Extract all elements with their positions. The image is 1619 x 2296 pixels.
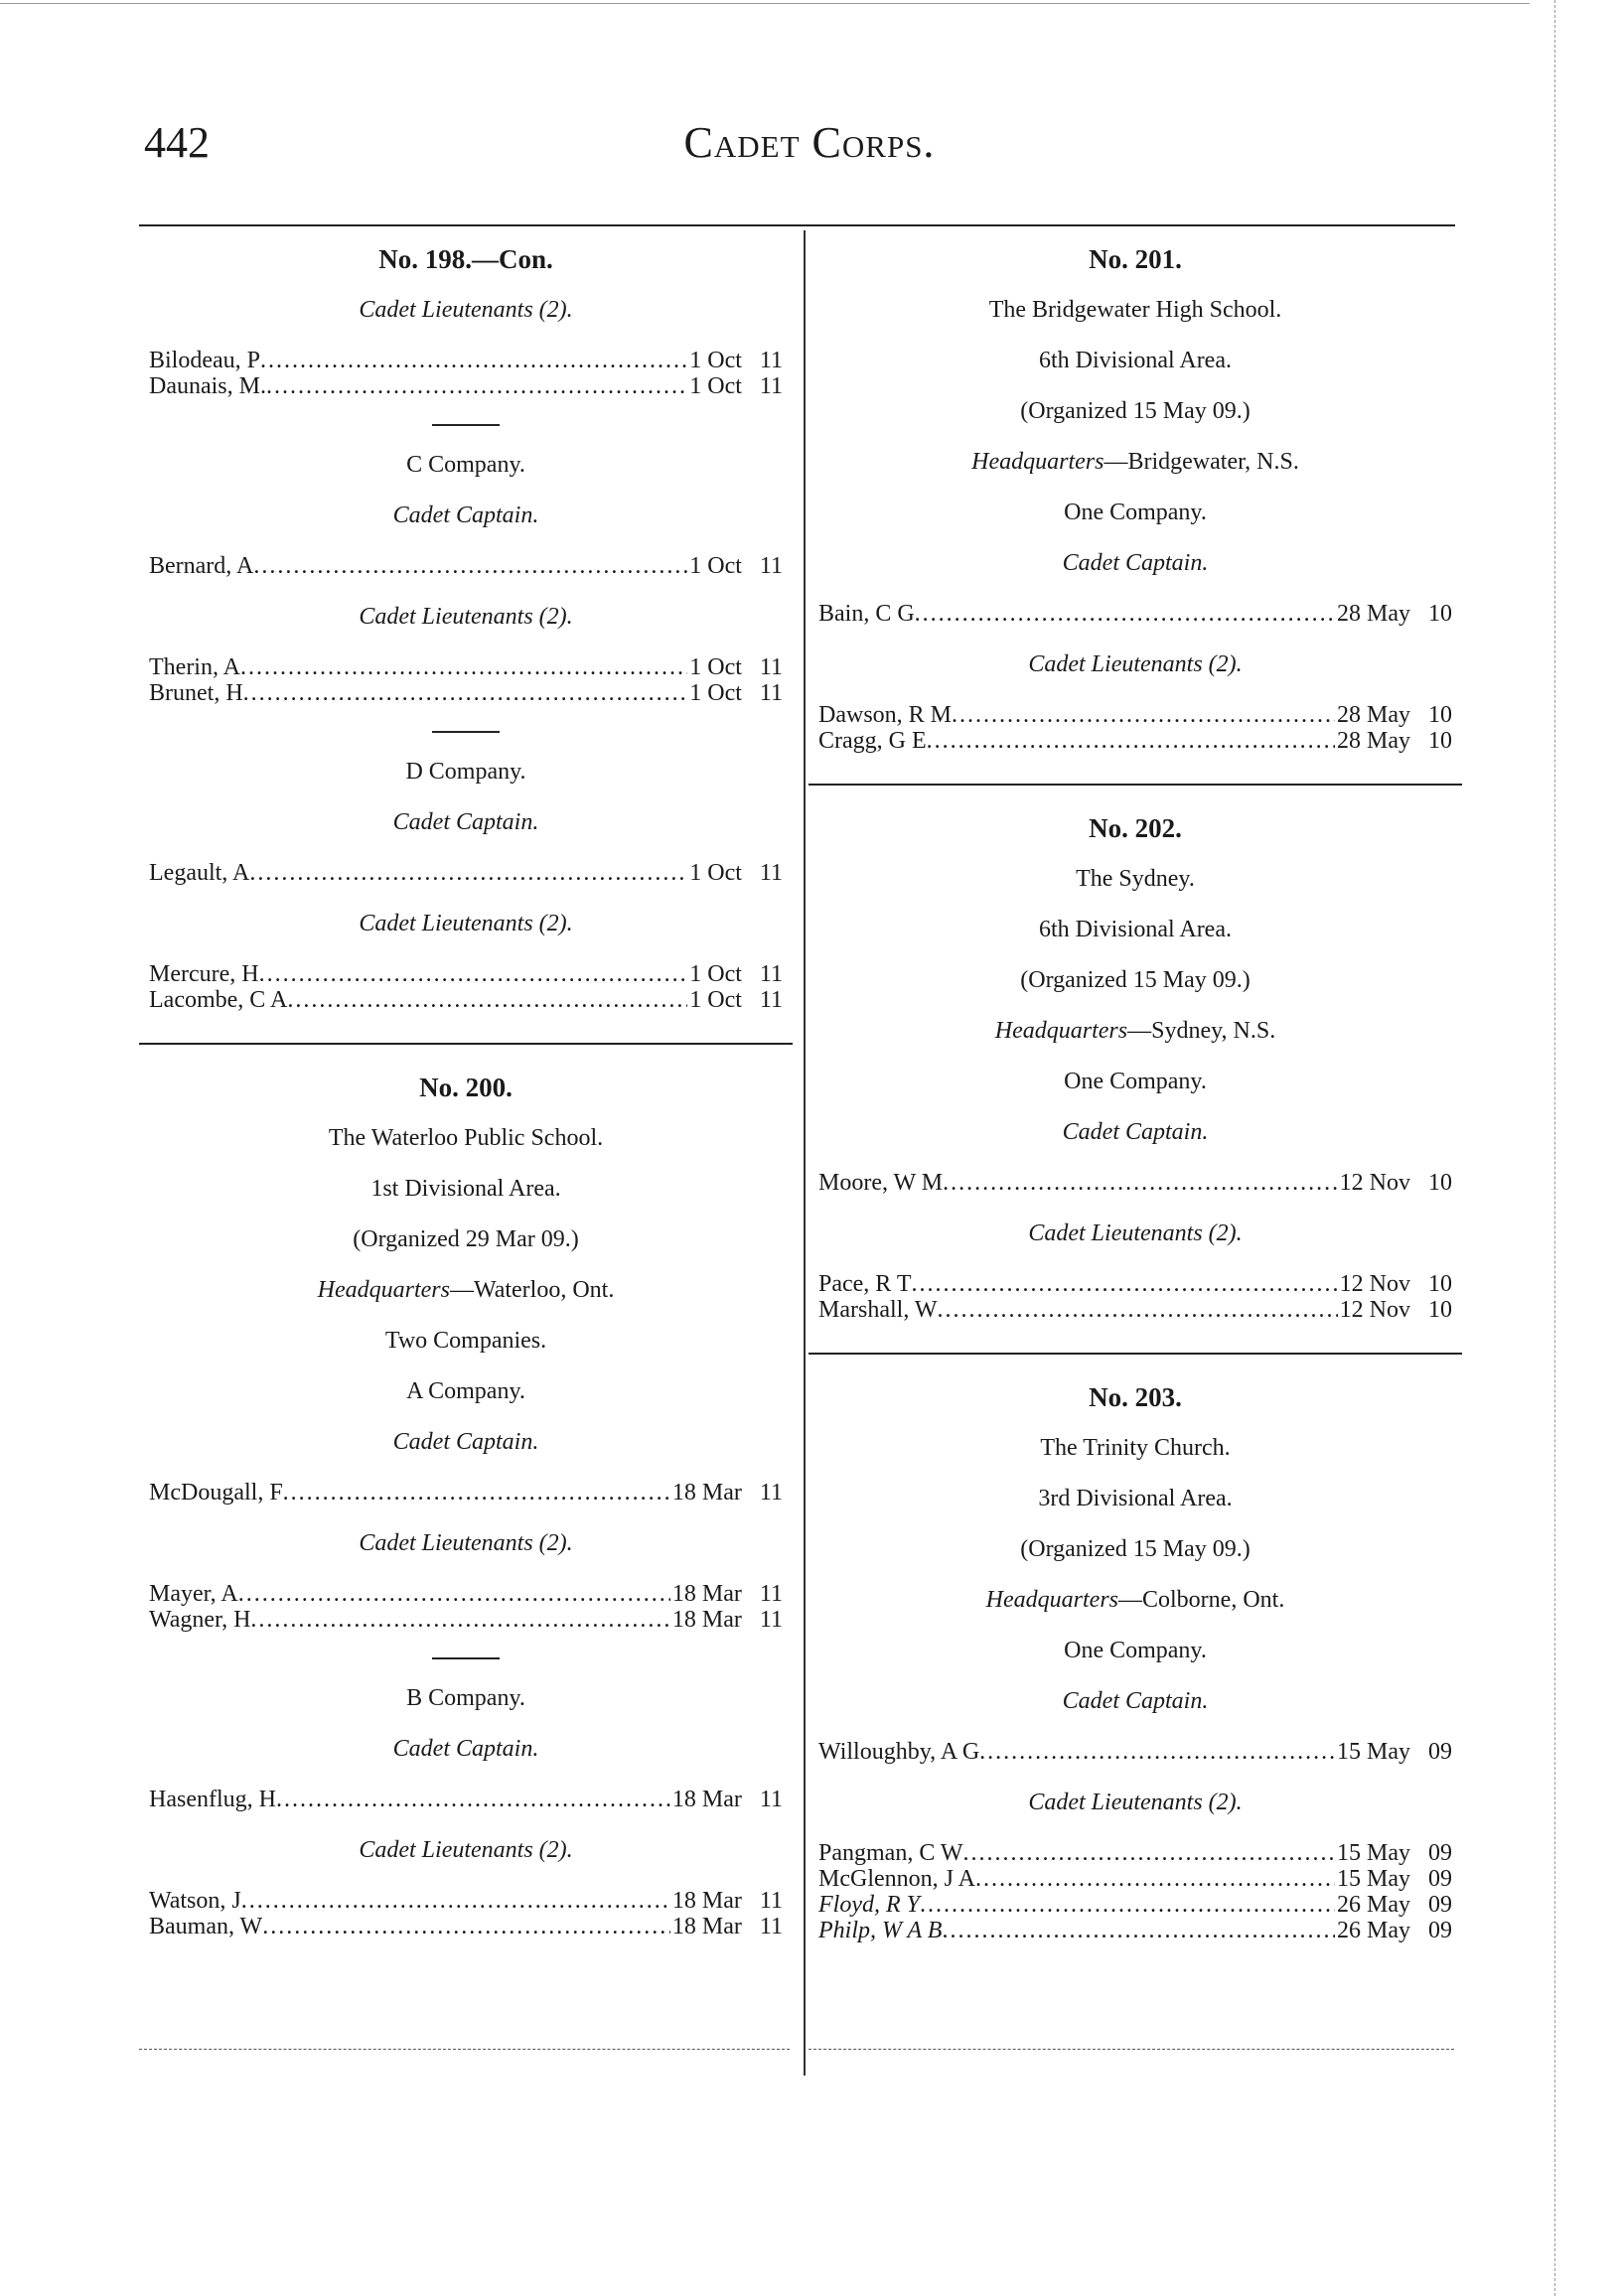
lieutenant-list [818,1840,1452,1943]
header-rule [139,224,1455,226]
officer-name: Cragg, G E [818,728,927,754]
organized-date: (Organized 15 May 09.) [1020,398,1251,424]
appointment-year: 11 [759,1607,783,1633]
lieutenant-list [818,702,1452,754]
leader-dots [243,680,688,706]
leader-dots [238,1581,670,1607]
appointment-date: 28 May [1337,728,1410,754]
appointment-date: 1 Oct [689,961,742,987]
officer-name: Willoughby, A G [818,1739,980,1765]
appointment-year: 11 [759,987,783,1013]
headquarters-label: Headquarters [971,449,1104,475]
appointment-year: 11 [759,553,783,579]
appointment-year: 11 [759,1480,783,1506]
short-divider [432,731,500,733]
roster-entry [818,601,1452,627]
appointment-date: 1 Oct [689,553,742,579]
appointment-year: 11 [759,860,783,886]
leader-dots [952,702,1335,728]
company-label: B Company. [406,1685,525,1711]
headquarters-label: Headquarters [994,1018,1128,1044]
roster-entry [149,1581,783,1607]
appointment-year: 11 [759,1914,783,1939]
leader-dots [262,1914,670,1939]
page-number: 442 [144,118,210,167]
organized-date: (Organized 15 May 09.) [1020,1536,1251,1562]
appointment-date: 18 Mar [671,1480,742,1506]
appointment-year: 11 [759,1581,783,1607]
headquarters [818,1587,1452,1613]
headquarters [818,449,1452,475]
appointment-date: 28 May [1337,601,1410,627]
roster-entry [149,987,783,1013]
company-count: One Company. [1064,1069,1207,1094]
headquarters [149,1277,783,1303]
appointment-date: 18 Mar [671,1607,742,1633]
roster-entry [149,1480,783,1506]
lieutenant-list [149,961,783,1013]
officer-name: Floyd, R Y [818,1892,920,1918]
leader-dots [979,1739,1335,1765]
appointment-date: 28 May [1337,702,1410,728]
lieutenants-heading: Cadet Lieutenants (2). [359,911,573,936]
officer-name: Mercure, H [149,961,259,987]
headquarters-value: —Colborne, Ont. [1118,1587,1285,1613]
captain-heading: Cadet Captain. [1062,550,1209,576]
company-count: One Company. [1064,500,1207,525]
roster-entry [818,1892,1452,1918]
lieutenant-list [149,348,783,399]
leader-dots [249,860,687,886]
roster-entry [149,860,783,886]
right-column [809,246,1462,1968]
lieutenant-list [149,654,783,706]
unit-203 [809,1384,1462,1943]
unit-title: No. 200. [419,1073,513,1102]
appointment-date: 1 Oct [689,860,742,886]
appointment-date: 26 May [1337,1918,1410,1943]
appointment-year: 11 [759,373,783,399]
unit-201 [809,246,1462,754]
appointment-year: 11 [759,1888,783,1914]
officer-name: Pangman, C W [818,1840,963,1866]
appointment-date: 1 Oct [689,680,742,706]
leader-dots [927,728,1335,754]
captain-heading: Cadet Captain. [392,1429,539,1455]
appointment-date: 1 Oct [689,654,742,680]
headquarters [818,1018,1452,1044]
lieutenants-heading: Cadet Lieutenants (2). [1028,651,1243,677]
roster-entry [149,373,783,399]
captain-heading: Cadet Captain. [392,502,539,528]
bottom-rule-left [139,2049,790,2050]
appointment-date: 1 Oct [689,987,742,1013]
company-count: One Company. [1064,1638,1207,1663]
headquarters-value: —Waterloo, Ont. [449,1277,615,1303]
leader-dots [260,348,687,373]
short-divider [432,1657,500,1659]
school-name: The Bridgewater High School. [988,297,1282,323]
roster-entry [818,1840,1452,1866]
lieutenants-heading: Cadet Lieutenants (2). [359,604,573,630]
appointment-date: 1 Oct [689,348,742,373]
officer-name: Pace, R T [818,1271,912,1297]
column-divider [804,230,806,2076]
leader-dots [240,654,687,680]
roster-entry [149,680,783,706]
appointment-year: 11 [759,348,783,373]
organized-date: (Organized 15 May 09.) [1020,967,1251,993]
headquarters-value: —Sydney, N.S. [1127,1018,1276,1044]
roster-entry [818,1918,1452,1943]
officer-name: Bilodeau, P [149,348,260,373]
captain-heading: Cadet Captain. [1062,1688,1209,1714]
leader-dots [287,987,687,1013]
leader-dots [975,1866,1335,1892]
headquarters-label: Headquarters [317,1277,450,1303]
lieutenants-heading: Cadet Lieutenants (2). [359,297,573,323]
roster-entry [149,1888,783,1914]
appointment-date: 26 May [1337,1892,1410,1918]
leader-dots [915,601,1335,627]
officer-name: Hasenflug, H [149,1787,276,1812]
leader-dots [912,1271,1338,1297]
divisional-area: 6th Divisional Area. [1039,917,1232,942]
appointment-date: 18 Mar [671,1914,742,1939]
unit-198-continued [139,246,793,1013]
officer-name: Wagner, H [149,1607,251,1633]
appointment-date: 18 Mar [671,1787,742,1812]
appointment-date: 12 Nov [1339,1271,1410,1297]
page-fold-edge [1554,0,1555,2296]
officer-name: Moore, W M [818,1170,944,1196]
officer-name: Bernard, A [149,553,254,579]
lieutenants-heading: Cadet Lieutenants (2). [1028,1790,1243,1815]
appointment-year: 10 [1428,601,1452,627]
appointment-year: 10 [1428,1297,1452,1323]
left-column [139,246,793,1964]
unit-title: No. 201. [1089,244,1182,274]
appointment-year: 11 [759,961,783,987]
appointment-date: 15 May [1337,1866,1410,1892]
lieutenant-list [149,1581,783,1633]
roster-entry [818,702,1452,728]
captain-list [818,1739,1452,1765]
roster-entry [149,1787,783,1812]
leader-dots [259,961,688,987]
leader-dots [920,1892,1335,1918]
school-name: The Trinity Church. [1040,1435,1231,1461]
section-divider [809,784,1462,786]
officer-name: Brunet, H [149,680,243,706]
captain-heading: Cadet Captain. [392,1736,539,1762]
officer-name: Philp, W A B [818,1918,943,1943]
company-label: C Company. [406,452,525,478]
unit-title: No. 198.—Con. [378,244,553,274]
appointment-year: 09 [1428,1840,1452,1866]
headquarters-label: Headquarters [985,1587,1118,1613]
leader-dots [943,1170,1338,1196]
captain-list [818,1170,1452,1196]
unit-202 [809,815,1462,1323]
headquarters-value: —Bridgewater, N.S. [1104,449,1299,475]
leader-dots [942,1918,1335,1943]
appointment-date: 18 Mar [671,1581,742,1607]
captain-list [149,1480,783,1506]
roster-entry [149,1914,783,1939]
captain-list [149,1787,783,1812]
captain-heading: Cadet Captain. [1062,1119,1209,1145]
appointment-year: 09 [1428,1892,1452,1918]
divisional-area: 3rd Divisional Area. [1038,1486,1233,1511]
officer-name: McGlennon, J A [818,1866,975,1892]
captain-list [818,601,1452,627]
appointment-year: 10 [1428,1170,1452,1196]
appointment-date: 18 Mar [671,1888,742,1914]
appointment-date: 12 Nov [1339,1170,1410,1196]
leader-dots [938,1297,1338,1323]
officer-name: Marshall, W [818,1297,938,1323]
roster-entry [149,553,783,579]
captain-list [149,553,783,579]
roster-entry [818,1739,1452,1765]
roster-entry [818,1271,1452,1297]
company-label: D Company. [405,759,526,785]
leader-dots [241,1888,670,1914]
section-divider [809,1353,1462,1355]
divisional-area: 1st Divisional Area. [370,1176,561,1202]
officer-name: Dawson, R M [818,702,953,728]
lieutenants-heading: Cadet Lieutenants (2). [359,1837,573,1863]
unit-title: No. 202. [1089,813,1182,843]
officer-name: Lacombe, C A [149,987,288,1013]
roster-entry [818,1170,1452,1196]
leader-dots [253,553,687,579]
lieutenant-list [818,1271,1452,1323]
appointment-year: 09 [1428,1918,1452,1943]
appointment-date: 15 May [1337,1739,1410,1765]
lieutenant-list [149,1888,783,1939]
appointment-year: 10 [1428,1271,1452,1297]
roster-entry [818,1297,1452,1323]
leader-dots [266,373,687,399]
captain-list [149,860,783,886]
appointment-date: 15 May [1337,1840,1410,1866]
captain-heading: Cadet Captain. [392,809,539,835]
leader-dots [276,1787,670,1812]
section-divider [139,1043,793,1045]
unit-title: No. 203. [1089,1382,1182,1412]
leader-dots [283,1480,670,1506]
officer-name: Legault, A [149,860,250,886]
roster-entry [818,1866,1452,1892]
officer-name: Bauman, W [149,1914,263,1939]
school-name: The Waterloo Public School. [328,1125,604,1151]
officer-name: McDougall, F [149,1480,283,1506]
divisional-area: 6th Divisional Area. [1039,348,1232,373]
company-count: Two Companies. [384,1328,547,1354]
short-divider [432,424,500,426]
company-label: A Company. [406,1378,525,1404]
officer-name: Watson, J [149,1888,241,1914]
officer-name: Daunais, M. [149,373,266,399]
school-name: The Sydney. [1076,866,1195,892]
appointment-year: 11 [759,1787,783,1812]
appointment-year: 09 [1428,1866,1452,1892]
roster-entry [149,654,783,680]
bottom-rule-right [809,2049,1454,2050]
roster-entry [149,1607,783,1633]
appointment-year: 10 [1428,702,1452,728]
roster-entry [818,728,1452,754]
lieutenants-heading: Cadet Lieutenants (2). [359,1530,573,1556]
roster-entry [149,348,783,373]
leader-dots [963,1840,1335,1866]
officer-name: Therin, A [149,654,240,680]
appointment-date: 1 Oct [689,373,742,399]
appointment-year: 09 [1428,1739,1452,1765]
page-top-edge [0,3,1530,4]
officer-name: Mayer, A [149,1581,238,1607]
leader-dots [250,1607,670,1633]
appointment-year: 11 [759,680,783,706]
officer-name: Bain, C G [818,601,915,627]
appointment-year: 10 [1428,728,1452,754]
appointment-date: 12 Nov [1339,1297,1410,1323]
lieutenants-heading: Cadet Lieutenants (2). [1028,1220,1243,1246]
page-title: Cadet Corps. [683,118,936,167]
roster-entry [149,961,783,987]
organized-date: (Organized 29 Mar 09.) [353,1226,579,1252]
appointment-year: 11 [759,654,783,680]
unit-200 [139,1075,793,1939]
